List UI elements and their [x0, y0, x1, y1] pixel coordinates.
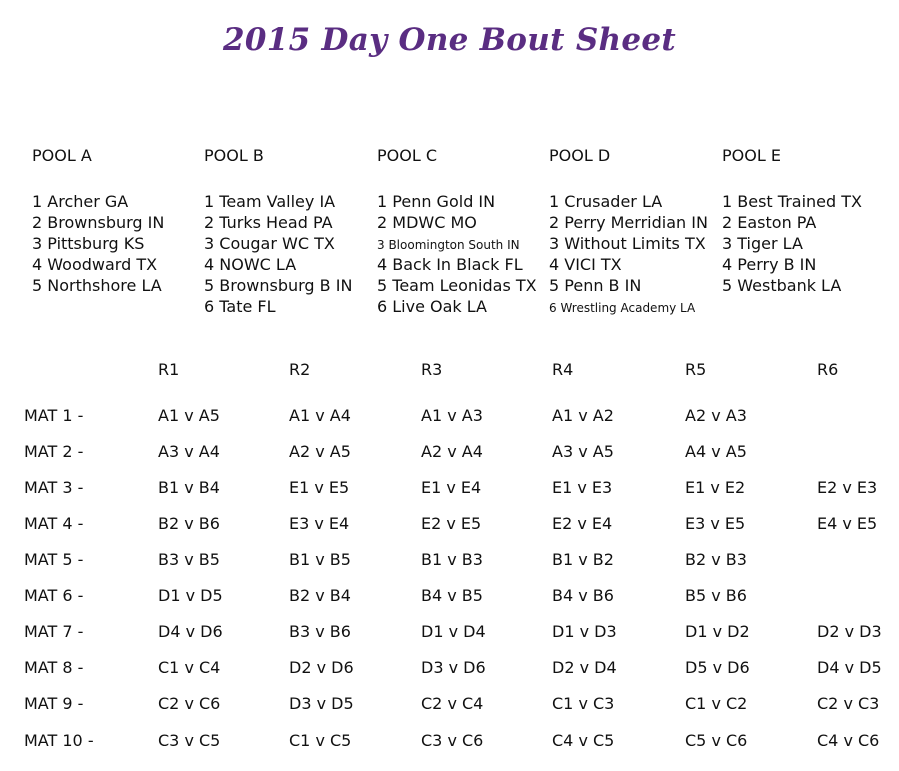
bout-cell: C3 v C6 — [421, 731, 484, 750]
pool-team: 2 Perry Merridian IN — [549, 213, 708, 232]
mat-label: MAT 2 - — [24, 442, 84, 461]
mat-row — [0, 512, 899, 536]
bout-cell: C2 v C6 — [158, 694, 221, 713]
bout-cell: B4 v B6 — [552, 586, 614, 605]
round-header-r6: R6 — [817, 360, 839, 379]
bout-cell: A1 v A4 — [289, 406, 351, 425]
bout-cell: D2 v D6 — [289, 658, 354, 677]
pool-team: 5 Brownsburg B IN — [204, 276, 353, 295]
pool-b — [204, 146, 379, 317]
pool-team — [549, 296, 724, 317]
pool-name: POOL B — [204, 146, 264, 165]
bout-cell: D2 v D4 — [552, 658, 617, 677]
bout-cell: B4 v B5 — [421, 586, 483, 605]
bout-cell: E2 v E3 — [817, 478, 878, 497]
bout-cell: C1 v C3 — [552, 694, 615, 713]
bout-cell: D1 v D5 — [158, 586, 223, 605]
bout-cell: C1 v C4 — [158, 658, 221, 677]
bout-cell: A3 v A4 — [158, 442, 220, 461]
pool-team: 1 Team Valley IA — [204, 192, 336, 211]
bout-cell: D3 v D6 — [421, 658, 486, 677]
mat-label: MAT 3 - — [24, 478, 84, 497]
bout-cell: E1 v E5 — [289, 478, 350, 497]
bout-cell: A4 v A5 — [685, 442, 747, 461]
mat-row — [0, 620, 899, 644]
pool-c — [377, 146, 552, 317]
pool-team: 5 Northshore LA — [32, 276, 162, 295]
pool-team: 4 NOWC LA — [204, 255, 297, 274]
bout-cell: E1 v E2 — [685, 478, 746, 497]
bout-cell: D4 v D5 — [817, 658, 882, 677]
pool-team: 2 Easton PA — [722, 213, 817, 232]
bout-cell: B1 v B2 — [552, 550, 614, 569]
round-header-r4: R4 — [552, 360, 574, 379]
pool-team-list — [377, 191, 552, 317]
bout-cell: A2 v A5 — [289, 442, 351, 461]
round-header-row — [0, 360, 899, 380]
bout-cell: B5 v B6 — [685, 586, 747, 605]
bout-cell: B2 v B3 — [685, 550, 747, 569]
mat-row — [0, 476, 899, 500]
mat-row — [0, 692, 899, 716]
pool-team-list — [549, 191, 724, 317]
bout-cell: B1 v B3 — [421, 550, 483, 569]
bout-cell: D1 v D2 — [685, 622, 750, 641]
bout-cell: B3 v B5 — [158, 550, 220, 569]
bout-cell: B3 v B6 — [289, 622, 351, 641]
pool-team-list — [722, 191, 897, 296]
pool-team: 2 Turks Head PA — [204, 213, 333, 232]
bout-cell: D1 v D3 — [552, 622, 617, 641]
mat-label: MAT 4 - — [24, 514, 84, 533]
pool-team: 3 Tiger LA — [722, 234, 803, 253]
pool-team: 2 Brownsburg IN — [32, 213, 165, 232]
mat-label: MAT 8 - — [24, 658, 84, 677]
bout-cell: A2 v A4 — [421, 442, 483, 461]
mat-label: MAT 7 - — [24, 622, 84, 641]
bout-cell: E4 v E5 — [817, 514, 878, 533]
mat-row — [0, 729, 899, 753]
pool-team-list — [32, 191, 207, 296]
round-header-r1: R1 — [158, 360, 180, 379]
pool-team: 6 Live Oak LA — [377, 297, 487, 316]
round-header-r3: R3 — [421, 360, 443, 379]
bout-cell: B1 v B5 — [289, 550, 351, 569]
pool-name: POOL E — [722, 146, 781, 165]
pool-team: 3 Cougar WC TX — [204, 234, 335, 253]
pool-d — [549, 146, 724, 317]
pool-team: 3 Pittsburg KS — [32, 234, 145, 253]
bout-cell: A1 v A2 — [552, 406, 614, 425]
pool-team: 1 Crusader LA — [549, 192, 663, 211]
bout-cell: C4 v C5 — [552, 731, 615, 750]
pool-team: 1 Penn Gold IN — [377, 192, 496, 211]
bout-cell: E3 v E5 — [685, 514, 746, 533]
pool-team-text: 6 Wrestling Academy LA — [549, 301, 696, 315]
bout-cell: B2 v B6 — [158, 514, 220, 533]
bout-cell: E2 v E4 — [552, 514, 613, 533]
bout-cell: D1 v D4 — [421, 622, 486, 641]
pool-team — [377, 233, 552, 254]
bout-cell: E2 v E5 — [421, 514, 482, 533]
bout-cell: C2 v C3 — [817, 694, 880, 713]
pool-e — [722, 146, 897, 296]
pool-name: POOL C — [377, 146, 438, 165]
bout-cell: E3 v E4 — [289, 514, 350, 533]
bout-cell: C1 v C2 — [685, 694, 748, 713]
pool-team: 5 Team Leonidas TX — [377, 276, 537, 295]
bout-cell: E1 v E4 — [421, 478, 482, 497]
pool-team: 4 Back In Black FL — [377, 255, 523, 274]
pool-name: POOL A — [32, 146, 92, 165]
page-title: 2015 Day One Bout Sheet — [222, 22, 677, 58]
round-header-r5: R5 — [685, 360, 707, 379]
mat-label: MAT 10 - — [24, 731, 94, 750]
bout-cell: D5 v D6 — [685, 658, 750, 677]
bout-cell: A3 v A5 — [552, 442, 614, 461]
bout-cell: C3 v C5 — [158, 731, 221, 750]
pool-team-text: 3 Bloomington South IN — [377, 238, 520, 252]
pool-team: 5 Penn B IN — [549, 276, 642, 295]
mat-row — [0, 440, 899, 464]
pool-name: POOL D — [549, 146, 611, 165]
pool-team: 2 MDWC MO — [377, 213, 477, 232]
mat-row — [0, 404, 899, 428]
bout-cell: A1 v A5 — [158, 406, 220, 425]
bout-cell: C1 v C5 — [289, 731, 352, 750]
pool-team: 4 Perry B IN — [722, 255, 817, 274]
mat-row — [0, 548, 899, 572]
pool-a — [32, 146, 207, 296]
bout-cell: C2 v C4 — [421, 694, 484, 713]
mat-label: MAT 9 - — [24, 694, 84, 713]
bout-cell: B2 v B4 — [289, 586, 351, 605]
mat-label: MAT 5 - — [24, 550, 84, 569]
bout-cell: D4 v D6 — [158, 622, 223, 641]
mat-label: MAT 1 - — [24, 406, 84, 425]
bout-cell: C5 v C6 — [685, 731, 748, 750]
pool-team-list — [204, 191, 379, 317]
bout-cell: E1 v E3 — [552, 478, 613, 497]
pool-team: 5 Westbank LA — [722, 276, 842, 295]
round-header-r2: R2 — [289, 360, 311, 379]
bout-cell: B1 v B4 — [158, 478, 220, 497]
pool-team: 6 Tate FL — [204, 297, 276, 316]
pool-team: 4 VICI TX — [549, 255, 622, 274]
bout-cell: C4 v C6 — [817, 731, 880, 750]
pool-team: 1 Best Trained TX — [722, 192, 862, 211]
mat-row — [0, 584, 899, 608]
bout-cell: D3 v D5 — [289, 694, 354, 713]
bout-cell: A2 v A3 — [685, 406, 747, 425]
bout-cell: A1 v A3 — [421, 406, 483, 425]
mat-row — [0, 656, 899, 680]
pool-team: 4 Woodward TX — [32, 255, 158, 274]
bout-cell: D2 v D3 — [817, 622, 882, 641]
mat-label: MAT 6 - — [24, 586, 84, 605]
pool-team: 3 Without Limits TX — [549, 234, 706, 253]
pool-team: 1 Archer GA — [32, 192, 129, 211]
